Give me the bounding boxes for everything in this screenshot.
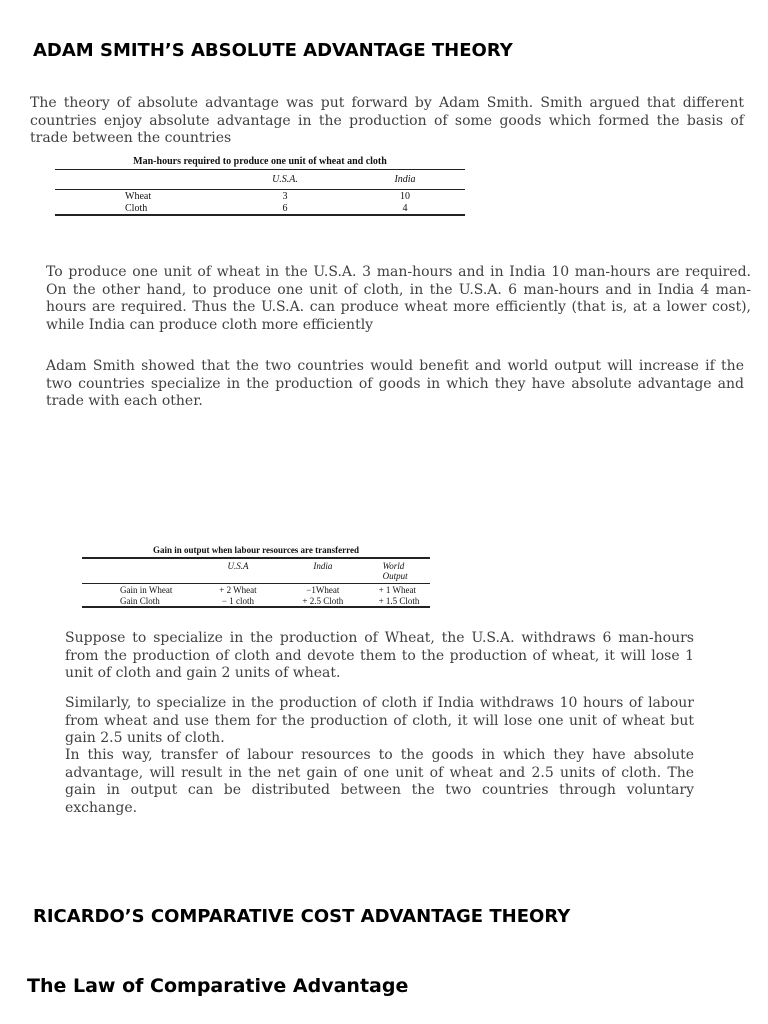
- table-cell: 4: [345, 202, 465, 215]
- table-header-cell: India: [345, 170, 465, 190]
- table-cell: 10: [400, 190, 410, 202]
- usa-wheat-paragraph: Suppose to specialize in the production of Wheat, the U.S.A. withdraws 6 man-hours from the production of cloth and devote them to the production of wheat, it will lose 1 unit of cloth and gain 2 units of wheat.: [65, 630, 694, 681]
- table-header-cell: [55, 170, 225, 190]
- intro-paragraph: The theory of absolute advantage was put forward by Adam Smith. Smith argued that different countries enjoy absolute advantage in the production of some goods which formed the basis of trade between the countries: [30, 95, 744, 146]
- table-row: [55, 202, 465, 215]
- table-row: [82, 595, 430, 607]
- man-hours-table: [55, 155, 465, 216]
- table-cell: Gain Cloth: [82, 595, 201, 607]
- man-hours-table-title: Man-hours required to produce one unit of wheat and cloth: [55, 155, 465, 170]
- table-row: [55, 190, 465, 203]
- specialization-paragraph: Adam Smith showed that the two countries would benefit and world output will increase if the two countries specialize in the production of goods in which they have absolute advantage and trade with each other.: [46, 358, 744, 409]
- section-title-absolute-advantage: ADAM SMITH’S ABSOLUTE ADVANTAGE THEORY: [33, 40, 513, 61]
- gain-table-title: Gain in output when labour resources are transferred: [82, 545, 430, 559]
- india-cloth-paragraph: Similarly, to specialize in the production of cloth if India withdraws 10 hours of labour from wheat and use them for the production of cloth, it will lose one unit of wheat but gain 2.5 units of cloth.: [65, 695, 694, 746]
- table-header-cell: [82, 559, 201, 584]
- subsection-title-law-of-comparative-advantage: The Law of Comparative Advantage: [27, 975, 409, 997]
- table-cell: Cloth: [55, 202, 225, 215]
- table-cell: + 2.5 Cloth: [275, 595, 370, 607]
- table-header-cell: India: [275, 559, 370, 584]
- table-header-row: [55, 170, 465, 190]
- table-header-row: [82, 559, 430, 584]
- table-header-cell: World Output: [371, 559, 430, 584]
- table-header-cell: U.S.A.: [225, 170, 345, 190]
- section-title-comparative-advantage: RICARDO’S COMPARATIVE COST ADVANTAGE THEORY: [33, 906, 571, 927]
- gain-in-output-table: [82, 545, 430, 608]
- table-cell: 3: [282, 190, 288, 202]
- table-cell: Wheat: [125, 190, 152, 202]
- table-cell: Gain in Wheat: [120, 584, 173, 595]
- table-cell: + 1 Wheat: [378, 584, 416, 595]
- efficiency-paragraph: To produce one unit of wheat in the U.S.A. 3 man-hours and in India 10 man-hours are required. On the other hand, to produce one unit of cloth, in the U.S.A. 6 man-hours and in India 4 man-hours are required. Thus the U.S.A. can produce wheat more efficiently (that is, at a lower cost), while India can produce cloth more efficiently: [46, 264, 751, 333]
- table-cell: − 1 cloth: [201, 595, 275, 607]
- table-cell: + 1.5 Cloth: [371, 595, 430, 607]
- table-header-cell: U.S.A: [201, 559, 275, 584]
- table-cell: + 2 Wheat: [219, 584, 257, 595]
- table-cell: 6: [225, 202, 345, 215]
- table-cell: −1Wheat: [306, 584, 340, 595]
- table-row: [82, 584, 430, 596]
- net-gain-paragraph: In this way, transfer of labour resources to the goods in which they have absolute advantage, will result in the net gain of one unit of wheat and 2.5 units of cloth. The gain in output can be distributed between the two countries through voluntary exchange.: [65, 747, 694, 816]
